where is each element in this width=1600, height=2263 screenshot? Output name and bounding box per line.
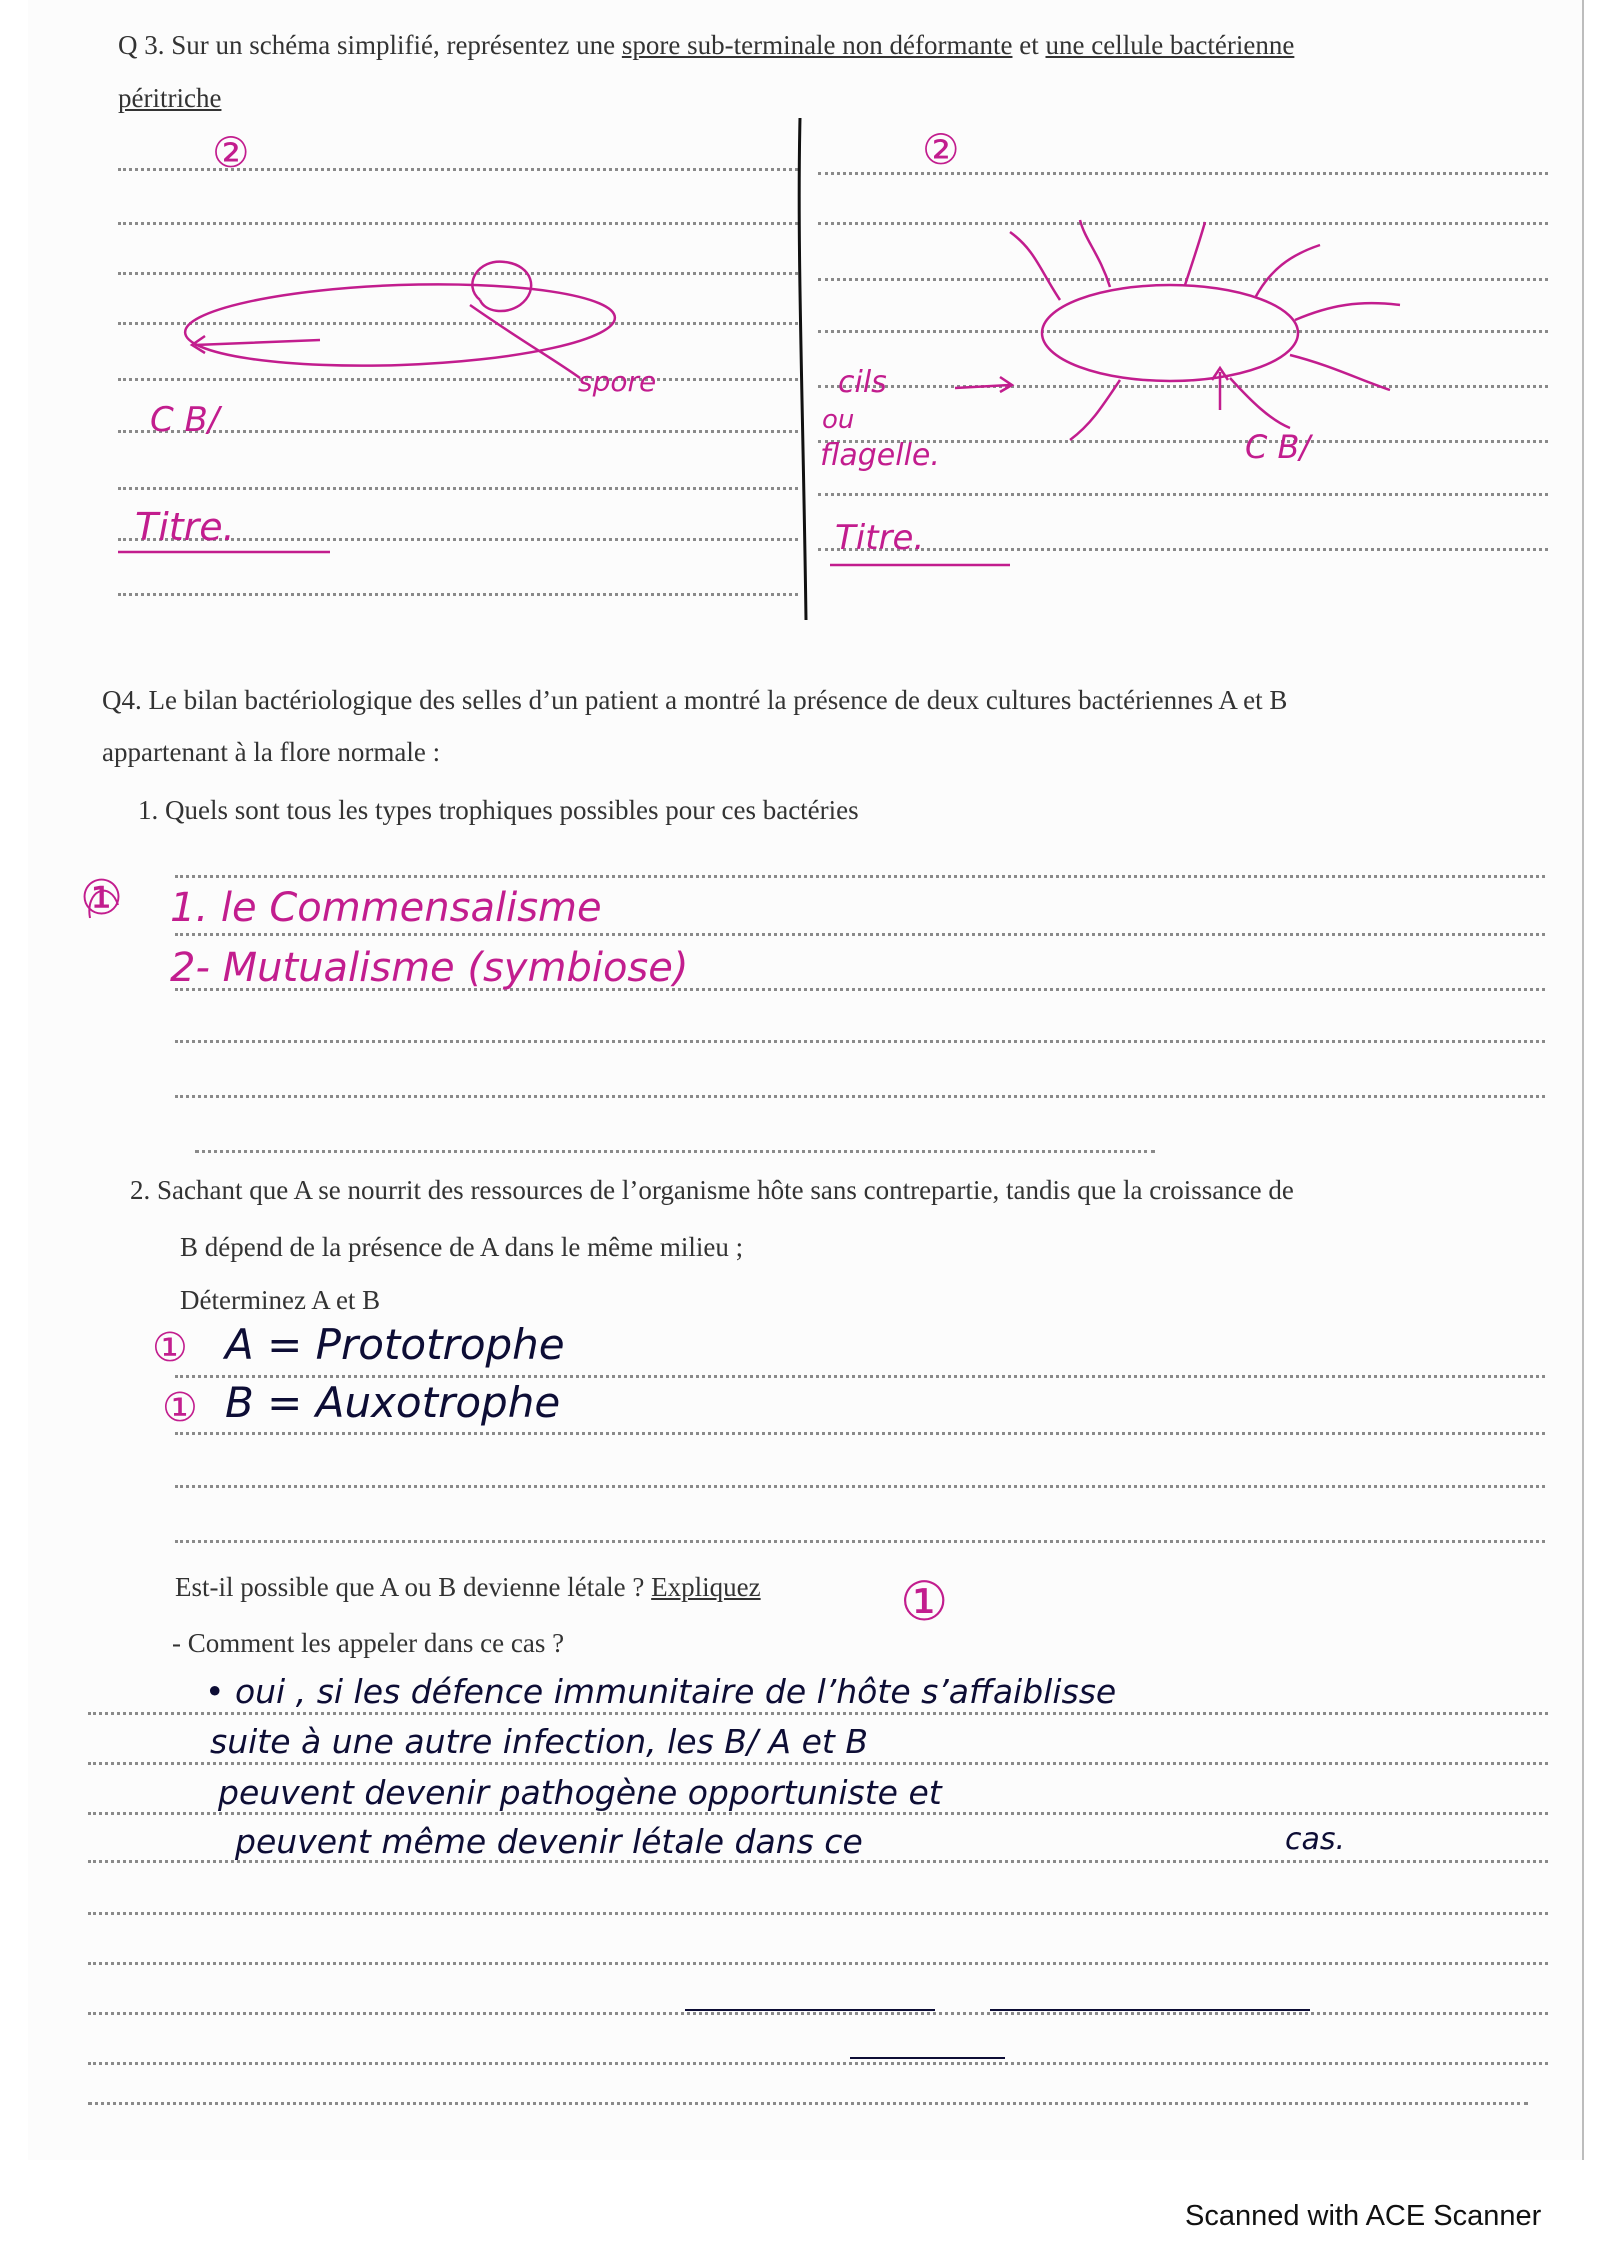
spore-pointer: [470, 305, 580, 378]
answer-line-3: peuvent devenir pathogène opportuniste et: [218, 1773, 942, 1812]
label-spore: spore: [578, 365, 657, 398]
label-titre-right: Titre.: [835, 518, 925, 558]
score-mark: ②: [212, 128, 250, 177]
dotted-line: [175, 1095, 1545, 1098]
q3-cell: une cellule bactérienne: [1045, 30, 1295, 60]
dotted-line: [88, 2102, 1528, 2105]
q4-question-2-line2: B dépend de la présence de A dans le même milieu ;: [180, 1232, 744, 1262]
dotted-line: [88, 1962, 1548, 1965]
dotted-line: [195, 1150, 1155, 1153]
q4-question-3-sub: - Comment les appeler dans ce cas ?: [172, 1628, 565, 1658]
score-mark: ②: [922, 125, 960, 174]
answer-a: A = Prototrophe: [225, 1320, 565, 1369]
answer-commensalisme: 1. le Commensalisme: [170, 885, 602, 931]
q4-q3-expliquez: Expliquez: [651, 1572, 761, 1602]
q4-intro-line1: Q4. Le bilan bactériologique des selles d’un patient a montré la présence de deux cultures bactériennes A et B: [102, 685, 1288, 715]
answer-b: B = Auxotrophe: [225, 1378, 561, 1427]
answer-line-1: • oui , si les défence immunitaire de l’hôte s’affaiblisse: [205, 1672, 1117, 1711]
q4-question-3: [175, 1572, 761, 1603]
q4-question-2-line1: 2. Sachant que A se nourrit des ressources de l’organisme hôte sans contrepartie, tandis que la croissance de: [130, 1175, 1294, 1205]
q3-spore: spore sub-terminale non déformante: [621, 30, 1013, 60]
cils-arrow: [955, 377, 1012, 392]
q4-intro-line2: appartenant à la flore normale :: [102, 737, 441, 767]
dotted-line: [88, 1712, 1548, 1715]
score-mark: ①: [900, 1570, 949, 1633]
label-cb-right: C B/: [1245, 428, 1311, 466]
bacterium-right: [1042, 285, 1298, 381]
q4-determinez: Déterminez A et B: [180, 1285, 381, 1315]
dotted-line: [175, 1540, 1545, 1543]
flagella-arrow: [1212, 368, 1228, 410]
label-ou: ou: [822, 405, 855, 435]
score-mark: ①: [162, 1385, 198, 1431]
dotted-line: [175, 1040, 1545, 1043]
dotted-line: [175, 1485, 1545, 1488]
answer-mutualisme: 2- Mutualisme (symbiose): [170, 945, 689, 991]
dotted-line: [88, 1762, 1548, 1765]
score-mark: ①: [152, 1325, 188, 1371]
score-mark: ①: [80, 870, 124, 926]
answer-line-2: suite à une autre infection, les B/ A et B: [210, 1722, 868, 1761]
dotted-line: [175, 933, 1545, 936]
answer-line-4-end: cas.: [1285, 1822, 1346, 1857]
q4-question-1: 1. Quels sont tous les types trophiques possibles pour ces bactéries: [138, 795, 859, 825]
dotted-line: [175, 1432, 1545, 1435]
dotted-line: [88, 2012, 1548, 2015]
dotted-line: [88, 2062, 1548, 2065]
label-cb-left: C B/: [150, 400, 220, 440]
divider-line: [799, 118, 806, 620]
q4-q3-text: Est-il possible que A ou B devienne létale ?: [175, 1572, 652, 1602]
label-titre-left: Titre.: [135, 505, 235, 549]
label-flagelle: flagelle.: [820, 438, 940, 473]
dotted-line: [88, 1912, 1548, 1915]
flagella: [1010, 220, 1400, 440]
scanner-footer: Scanned with ACE Scanner: [1185, 2200, 1542, 2232]
q3-middle: et: [1012, 30, 1046, 60]
q3-cell-cont: péritriche: [118, 83, 222, 113]
label-cils: cils: [838, 365, 887, 400]
answer-line-4: peuvent même devenir létale dans ce: [235, 1822, 863, 1861]
dotted-line: [88, 1812, 1548, 1815]
dotted-line: [175, 875, 1545, 878]
q3-prefix: Q 3. Sur un schéma simplifié, représentez une: [118, 30, 622, 60]
